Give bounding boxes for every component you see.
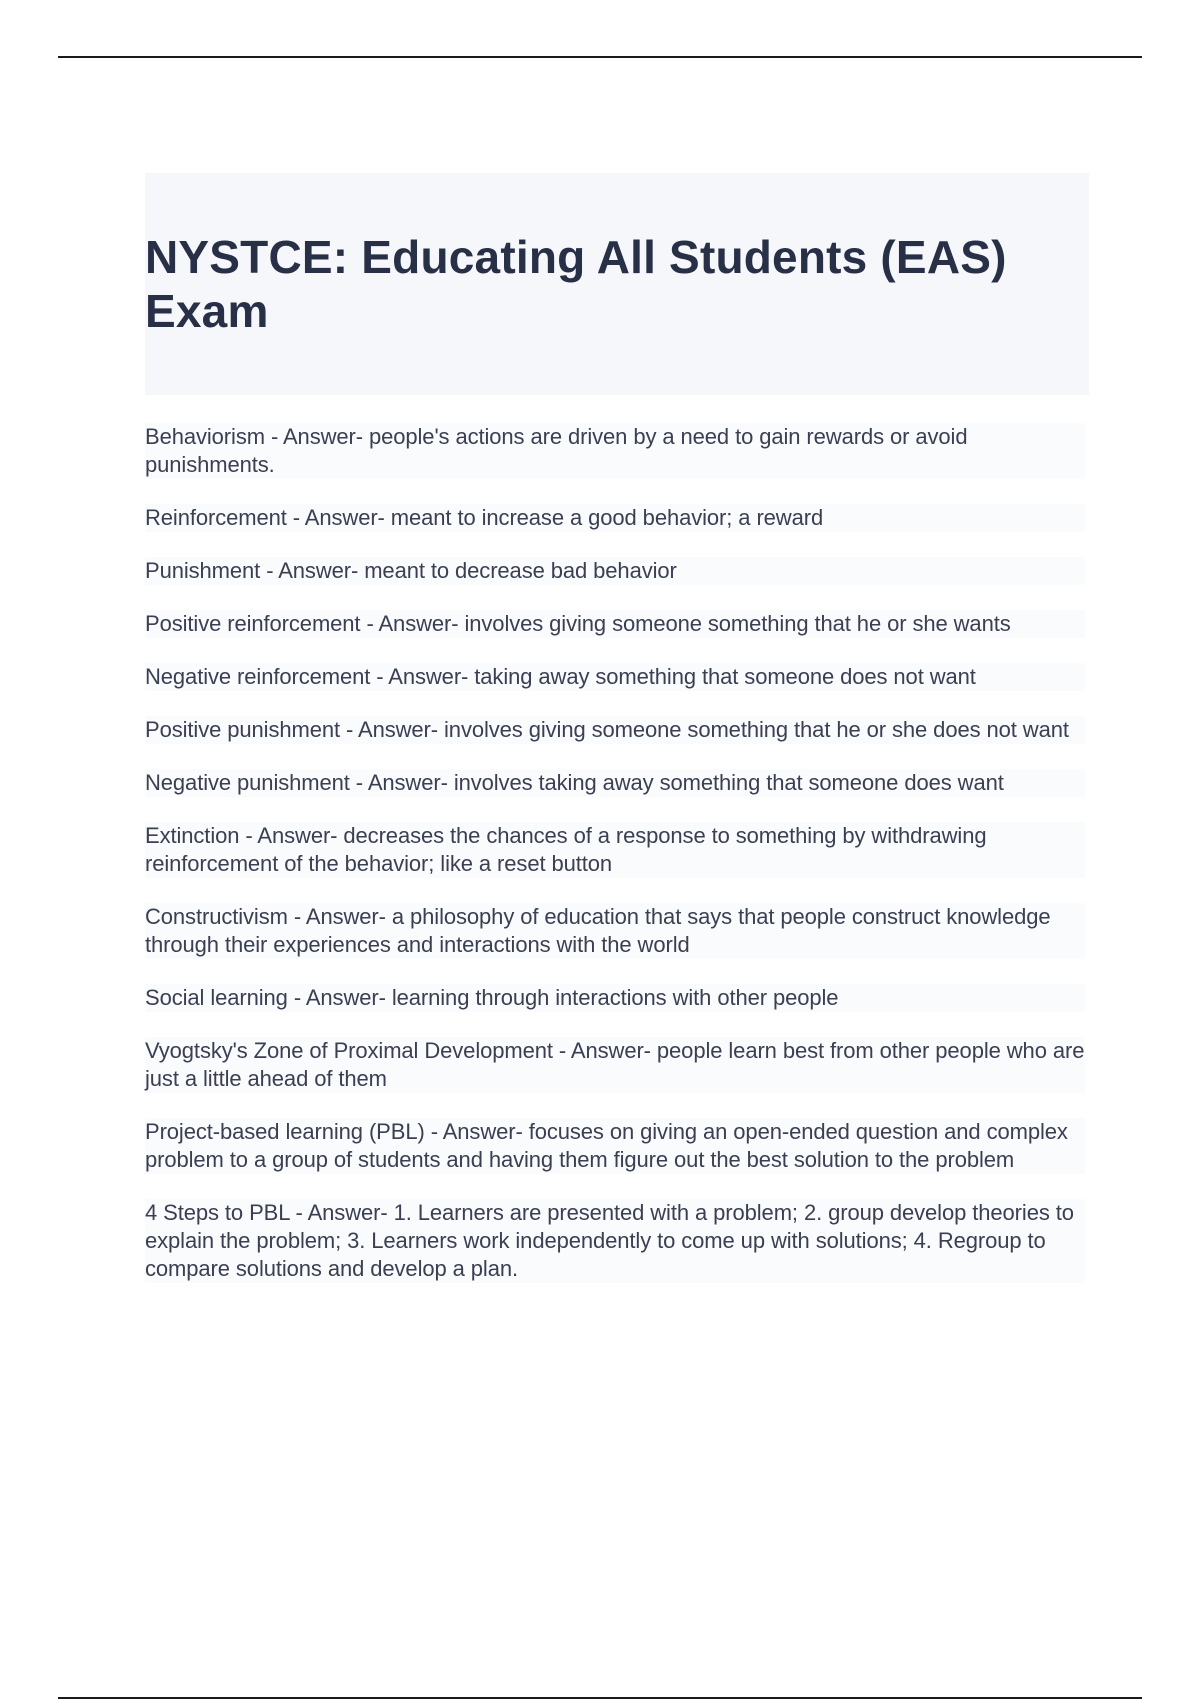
title-block: [145, 173, 1089, 395]
qa-entry-negative-reinforcement: Negative reinforcement - Answer- taking away something that someone does not want: [145, 663, 1085, 691]
qa-entry-negative-punishment: Negative punishment - Answer- involves taking away something that someone does want: [145, 769, 1085, 797]
qa-entry-positive-punishment: Positive punishment - Answer- involves giving someone something that he or she does not want: [145, 716, 1085, 744]
qa-entry-extinction: Extinction - Answer- decreases the chances of a response to something by withdrawing reinforcement of the behavior; like a reset button: [145, 822, 1085, 878]
qa-entry-punishment: Punishment - Answer- meant to decrease bad behavior: [145, 557, 1085, 585]
qa-entry-constructivism: Constructivism - Answer- a philosophy of education that says that people construct knowledge through their experiences and interactions with the world: [145, 903, 1085, 959]
qa-entry-positive-reinforcement: Positive reinforcement - Answer- involves giving someone something that he or she wants: [145, 610, 1085, 638]
qa-entry-zpd: Vyogtsky's Zone of Proximal Development - Answer- people learn best from other people who are just a little ahead of them: [145, 1038, 1085, 1091]
document-title: NYSTCE: Educating All Students (EAS) Exam: [145, 231, 1007, 337]
qa-entry-behaviorism: Behaviorism - Answer- people's actions are driven by a need to gain rewards or avoid punishments.: [145, 423, 1085, 479]
footer-rule: [58, 1697, 1142, 1699]
qa-entry-social-learning: Social learning - Answer- learning through interactions with other people: [145, 984, 1085, 1012]
qa-entry-pbl-steps: 4 Steps to PBL - Answer- 1. Learners are presented with a problem; 2. group develop theories to explain the problem; 3. Learners work independently to come up with solutions; 4. Regroup to compare solutions and develop a plan.: [145, 1199, 1085, 1283]
qa-entry-reinforcement: Reinforcement - Answer- meant to increase a good behavior; a reward: [145, 504, 1085, 532]
qa-entry-pbl: Project-based learning (PBL) - Answer- focuses on giving an open-ended question and complex problem to a group of students and having them figure out the best solution to the problem: [145, 1118, 1085, 1174]
header-rule: [58, 56, 1142, 58]
qa-list: [145, 423, 1085, 1308]
